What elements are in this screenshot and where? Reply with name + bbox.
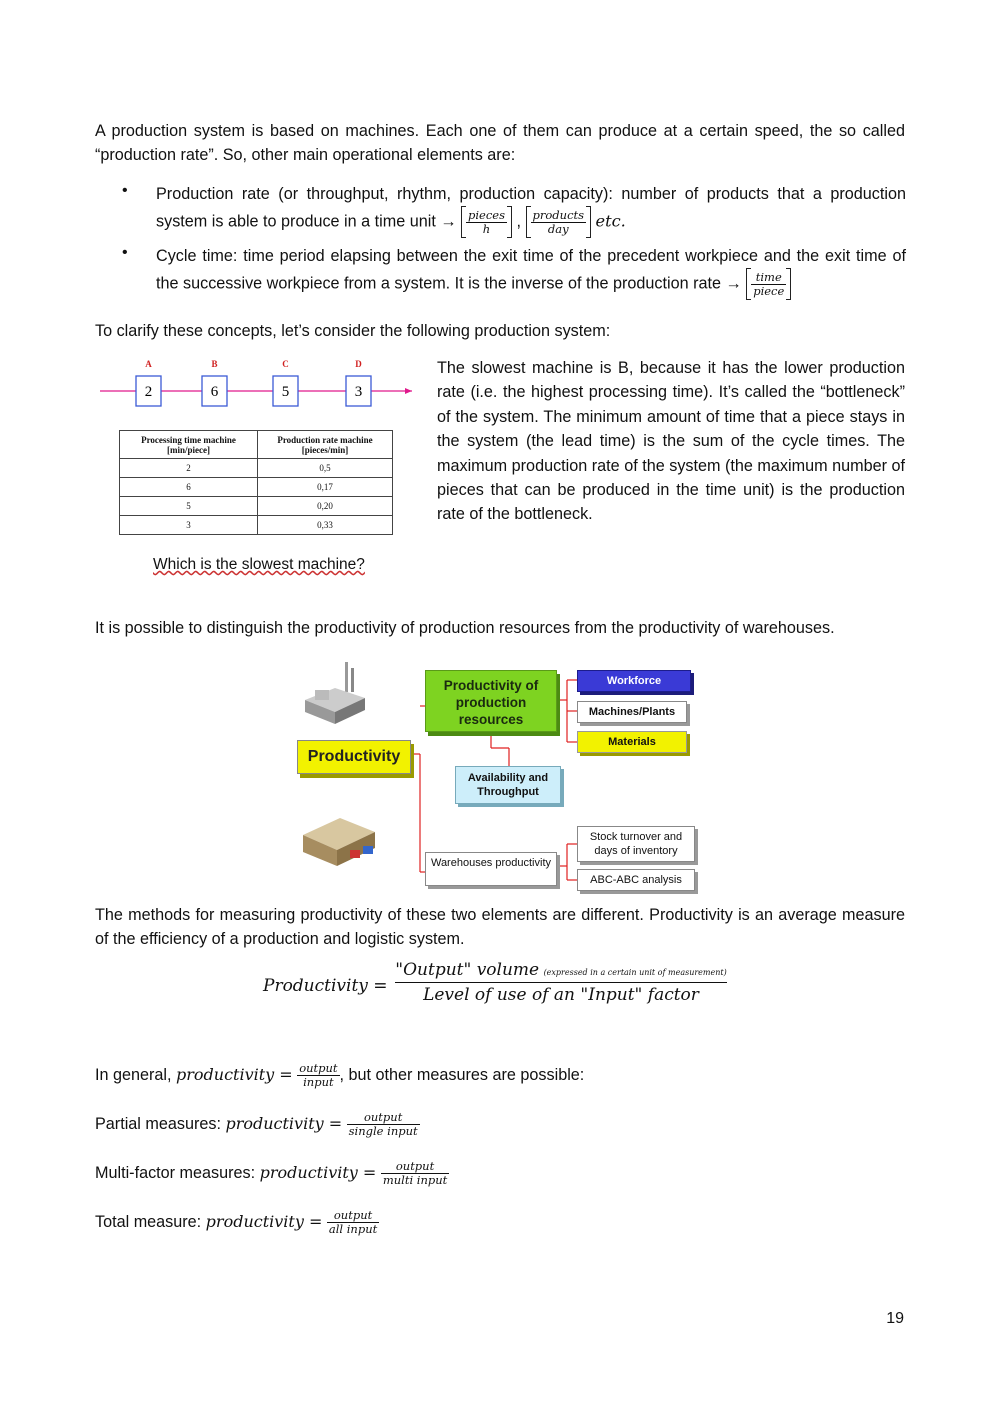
availability-box: Availability and Throughput	[455, 766, 561, 804]
formula-denominator: Level of use of an "Input" factor	[423, 985, 699, 1005]
formula-total: Total measure: productivity = $\frac{\text{output}}{\text{all input}}$	[95, 1208, 378, 1236]
explanation-paragraph: The slowest machine is B, because it has the lower production rate (i.e. the highest processing time). It’s called the “bottleneck” of the system. The minimum amount of time that a piece stays in the system (the lead time) is the sum of the cycle times. The maximum production rate of the system (the maximum number of pieces that can be produced in the time unit) is the production rate of the bottleneck.	[437, 359, 905, 524]
bullet-text: Production rate (or throughput, rhythm, production capacity): number of products that a production system is able to produce in a time unit →	[156, 185, 906, 231]
productivity-formula	[263, 960, 743, 1016]
machine-letter: B	[211, 359, 218, 369]
warehouse-icon	[303, 818, 375, 866]
formula-general: In general, productivity = $\frac{\text{output}}{\text{input}}$ , but other measures are possible:	[95, 1061, 585, 1089]
machine-value: 2	[144, 384, 153, 400]
productivity-diagram	[295, 660, 715, 900]
bullet-icon: •	[122, 182, 128, 199]
workforce-box: Workforce	[577, 670, 691, 692]
table-row: 3 0,33	[120, 516, 393, 535]
distinguish-paragraph: It is possible to distinguish the productivity of production resources from the productivity of warehouses.	[95, 619, 835, 637]
machine-value: 3	[354, 384, 363, 400]
bullet-production-rate: • Production rate (or throughput, rhythm, production capacity): number of products that a production system is able to produce in a time unit → $\frac{\text{pieces}}{h}$ , $\frac{\text{products}}{\text{day}}$ etc.	[122, 182, 905, 242]
formula-lhs: Productivity =	[263, 976, 388, 996]
machine-letter: D	[355, 359, 362, 369]
factory-icon	[305, 662, 365, 724]
unit-fraction: $\frac{\text{products}}{\text{day}}$	[532, 207, 585, 236]
table-header: Production rate machine [pieces/min]	[258, 431, 393, 459]
clarify-paragraph: To clarify these concepts, let’s consider the following production system:	[95, 322, 611, 340]
machine-a	[136, 359, 161, 406]
machine-c	[273, 359, 298, 406]
intro-paragraph: A production system is based on machines. Each one of them can produce at a certain speed, the so called “production rate”. So, other main operational elements are:	[95, 122, 905, 164]
processing-table	[119, 430, 393, 535]
formula-numerator: "Output" volume	[395, 960, 540, 980]
unit-fraction: $\frac{\text{time}}{\text{piece}}$	[753, 269, 785, 298]
machine-b	[202, 359, 227, 406]
stock-box: Stock turnover and days of inventory	[577, 826, 695, 862]
table-header: Processing time machine [min/piece]	[120, 431, 258, 459]
question-caption: Which is the slowest machine?	[153, 556, 365, 573]
bullet-text: Cycle time: time period elapsing between the exit time of the precedent workpiece and the exit time of the successive workpiece from a system. It is the inverse of the production rate →	[156, 247, 906, 293]
productivity-box: Productivity	[297, 740, 411, 774]
machine-letter: C	[282, 359, 289, 369]
warehouses-box: Warehouses productivity	[425, 852, 557, 886]
machine-line-diagram	[100, 358, 412, 408]
abc-box: ABC-ABC analysis	[577, 869, 695, 891]
resources-box: Productivity of production resources	[425, 670, 557, 732]
formula-partial: Partial measures: productivity = $\frac{\text{output}}{\text{single input}}$	[95, 1110, 418, 1138]
etc-text: etc.	[595, 211, 626, 231]
unit-fraction: $\frac{\text{pieces}}{h}$	[468, 207, 506, 236]
methods-paragraph: The methods for measuring productivity of these two elements are different. Productivity is an average measure of the efficiency of a production and logistic system.	[95, 906, 905, 948]
table-row: 2 0,5	[120, 459, 393, 478]
machine-value: 6	[210, 384, 219, 400]
bullet-icon: •	[122, 244, 128, 261]
machine-d	[346, 359, 371, 406]
formula-note: (expressed in a certain unit of measurement)	[543, 968, 727, 977]
bullet-cycle-time	[122, 244, 905, 304]
page-number: 19	[886, 1310, 904, 1327]
materials-box: Materials	[577, 731, 687, 753]
machines-box: Machines/Plants	[577, 701, 687, 723]
table-row: 5 0,20	[120, 497, 393, 516]
formula-multi-factor: Multi-factor measures: productivity = $\frac{\text{output}}{\text{multi input}}$	[95, 1159, 448, 1187]
machine-value: 5	[281, 384, 290, 400]
machine-letter: A	[145, 359, 152, 369]
table-row: 6 0,17	[120, 478, 393, 497]
